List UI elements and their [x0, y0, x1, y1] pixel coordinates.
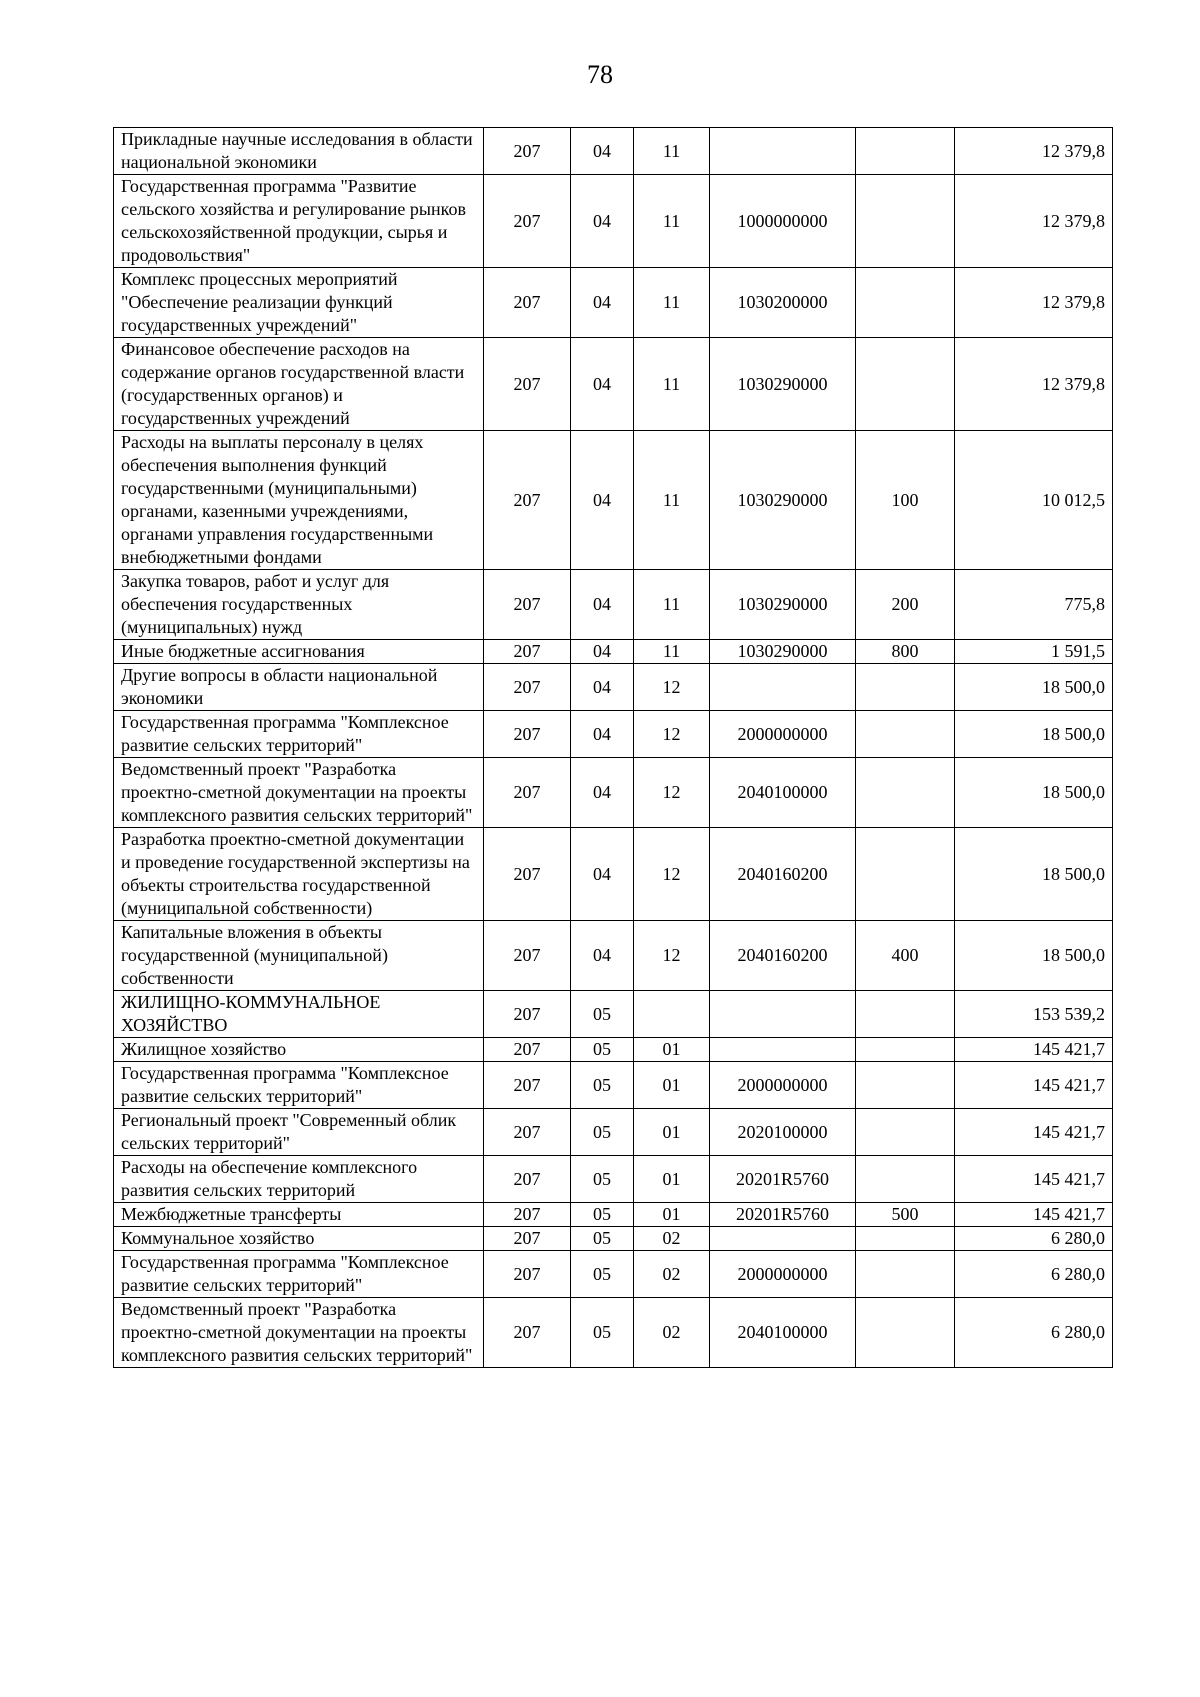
table-row — [114, 828, 1113, 921]
ministry-code-cell: 207 — [484, 338, 571, 431]
subsection-code-cell: 12 — [634, 664, 710, 711]
target-code-cell: 2000000000 — [710, 1251, 856, 1298]
expense-type-cell: 100 — [856, 431, 955, 570]
row-name-cell: Государственная программа "Развитие сельского хозяйства и регулирование рынков сельскохозяйственной продукции, сырья и продовольствия" — [114, 175, 484, 268]
subsection-code-cell: 02 — [634, 1227, 710, 1251]
row-name-cell: Финансовое обеспечение расходов на содержание органов государственной власти (государственных органов) и государственных учреждений — [114, 338, 484, 431]
row-name-cell: Расходы на обеспечение комплексного развития сельских территорий — [114, 1156, 484, 1203]
table-row — [114, 711, 1113, 758]
target-code-cell: 1030290000 — [710, 640, 856, 664]
target-code-cell: 2000000000 — [710, 1062, 856, 1109]
expense-type-cell: 800 — [856, 640, 955, 664]
subsection-code-cell: 11 — [634, 570, 710, 640]
ministry-code-cell: 207 — [484, 991, 571, 1038]
target-code-cell: 1000000000 — [710, 175, 856, 268]
section-code-cell: 04 — [571, 431, 634, 570]
table-row — [114, 921, 1113, 991]
row-name-cell: Ведомственный проект "Разработка проектно-сметной документации на проекты комплексного развития сельских территорий" — [114, 758, 484, 828]
table-row — [114, 1298, 1113, 1368]
amount-cell: 12 379,8 — [955, 128, 1113, 175]
expense-type-cell: 500 — [856, 1203, 955, 1227]
expense-type-cell — [856, 1038, 955, 1062]
expense-type-cell — [856, 338, 955, 431]
ministry-code-cell: 207 — [484, 711, 571, 758]
table-row — [114, 1038, 1113, 1062]
table-row — [114, 338, 1113, 431]
table-body — [114, 128, 1113, 1368]
amount-cell: 1 591,5 — [955, 640, 1113, 664]
section-code-cell: 05 — [571, 1227, 634, 1251]
ministry-code-cell: 207 — [484, 1227, 571, 1251]
subsection-code-cell: 02 — [634, 1298, 710, 1368]
page-number: 78 — [587, 60, 613, 89]
section-code-cell: 04 — [571, 711, 634, 758]
subsection-code-cell: 12 — [634, 921, 710, 991]
amount-cell: 12 379,8 — [955, 268, 1113, 338]
subsection-code-cell: 01 — [634, 1062, 710, 1109]
subsection-code-cell: 11 — [634, 268, 710, 338]
amount-cell: 10 012,5 — [955, 431, 1113, 570]
subsection-code-cell: 01 — [634, 1203, 710, 1227]
subsection-code-cell: 12 — [634, 711, 710, 758]
subsection-code-cell: 02 — [634, 1251, 710, 1298]
subsection-code-cell: 01 — [634, 1156, 710, 1203]
table-row — [114, 758, 1113, 828]
row-name-cell: Государственная программа "Комплексное развитие сельских территорий" — [114, 1062, 484, 1109]
table-row — [114, 175, 1113, 268]
target-code-cell: 20201R5760 — [710, 1203, 856, 1227]
ministry-code-cell: 207 — [484, 128, 571, 175]
expense-type-cell — [856, 1298, 955, 1368]
table-row — [114, 1156, 1113, 1203]
row-name-cell: Коммунальное хозяйство — [114, 1227, 484, 1251]
row-name-cell: Другие вопросы в области национальной экономики — [114, 664, 484, 711]
table-row — [114, 570, 1113, 640]
section-code-cell: 04 — [571, 758, 634, 828]
amount-cell: 145 421,7 — [955, 1203, 1113, 1227]
section-code-cell: 05 — [571, 1109, 634, 1156]
table-row — [114, 640, 1113, 664]
ministry-code-cell: 207 — [484, 664, 571, 711]
subsection-code-cell: 11 — [634, 128, 710, 175]
section-code-cell: 05 — [571, 1251, 634, 1298]
ministry-code-cell: 207 — [484, 268, 571, 338]
section-code-cell: 05 — [571, 1298, 634, 1368]
section-code-cell: 04 — [571, 570, 634, 640]
row-name-cell: Прикладные научные исследования в области национальной экономики — [114, 128, 484, 175]
row-name-cell: Жилищное хозяйство — [114, 1038, 484, 1062]
amount-cell: 145 421,7 — [955, 1062, 1113, 1109]
ministry-code-cell: 207 — [484, 921, 571, 991]
row-name-cell: Государственная программа "Комплексное развитие сельских территорий" — [114, 711, 484, 758]
row-name-cell: Межбюджетные трансферты — [114, 1203, 484, 1227]
row-name-cell: Расходы на выплаты персоналу в целях обеспечения выполнения функций государственными (муниципальными) органами, казенными учреждениями, органами управления государственными внебюджетными фондами — [114, 431, 484, 570]
subsection-code-cell: 11 — [634, 338, 710, 431]
expense-type-cell: 400 — [856, 921, 955, 991]
subsection-code-cell: 12 — [634, 828, 710, 921]
section-code-cell: 04 — [571, 828, 634, 921]
target-code-cell: 20201R5760 — [710, 1156, 856, 1203]
subsection-code-cell — [634, 991, 710, 1038]
ministry-code-cell: 207 — [484, 1062, 571, 1109]
table-row — [114, 1227, 1113, 1251]
amount-cell: 12 379,8 — [955, 175, 1113, 268]
expense-type-cell — [856, 758, 955, 828]
amount-cell: 6 280,0 — [955, 1227, 1113, 1251]
target-code-cell: 1030200000 — [710, 268, 856, 338]
amount-cell: 18 500,0 — [955, 711, 1113, 758]
ministry-code-cell: 207 — [484, 175, 571, 268]
target-code-cell: 1030290000 — [710, 338, 856, 431]
expense-type-cell — [856, 664, 955, 711]
section-code-cell: 05 — [571, 1062, 634, 1109]
ministry-code-cell: 207 — [484, 431, 571, 570]
ministry-code-cell: 207 — [484, 640, 571, 664]
target-code-cell — [710, 1227, 856, 1251]
ministry-code-cell: 207 — [484, 758, 571, 828]
subsection-code-cell: 11 — [634, 175, 710, 268]
expense-type-cell — [856, 268, 955, 338]
ministry-code-cell: 207 — [484, 1156, 571, 1203]
table-row — [114, 1109, 1113, 1156]
target-code-cell: 2040100000 — [710, 758, 856, 828]
section-code-cell: 04 — [571, 128, 634, 175]
section-code-cell: 05 — [571, 1203, 634, 1227]
section-code-cell: 04 — [571, 175, 634, 268]
section-code-cell: 04 — [571, 921, 634, 991]
expense-type-cell — [856, 991, 955, 1038]
target-code-cell: 2040100000 — [710, 1298, 856, 1368]
row-name-cell: Комплекс процессных мероприятий "Обеспечение реализации функций государственных учреждений" — [114, 268, 484, 338]
target-code-cell: 2000000000 — [710, 711, 856, 758]
subsection-code-cell: 01 — [634, 1109, 710, 1156]
section-code-cell: 05 — [571, 1156, 634, 1203]
ministry-code-cell: 207 — [484, 570, 571, 640]
row-name-cell: Ведомственный проект "Разработка проектно-сметной документации на проекты комплексного развития сельских территорий" — [114, 1298, 484, 1368]
expense-type-cell — [856, 711, 955, 758]
row-name-cell: Государственная программа "Комплексное развитие сельских территорий" — [114, 1251, 484, 1298]
amount-cell: 145 421,7 — [955, 1109, 1113, 1156]
ministry-code-cell: 207 — [484, 828, 571, 921]
row-name-cell: Закупка товаров, работ и услуг для обеспечения государственных (муниципальных) нужд — [114, 570, 484, 640]
row-name-cell: Разработка проектно-сметной документации и проведение государственной экспертизы на объекты строительства государственной (муниципальной собственности) — [114, 828, 484, 921]
amount-cell: 145 421,7 — [955, 1156, 1113, 1203]
table-row — [114, 664, 1113, 711]
amount-cell: 18 500,0 — [955, 828, 1113, 921]
amount-cell: 18 500,0 — [955, 921, 1113, 991]
amount-cell: 18 500,0 — [955, 664, 1113, 711]
ministry-code-cell: 207 — [484, 1109, 571, 1156]
table-row — [114, 1203, 1113, 1227]
ministry-code-cell: 207 — [484, 1038, 571, 1062]
amount-cell: 18 500,0 — [955, 758, 1113, 828]
expense-type-cell: 200 — [856, 570, 955, 640]
ministry-code-cell: 207 — [484, 1298, 571, 1368]
target-code-cell — [710, 991, 856, 1038]
expense-type-cell — [856, 175, 955, 268]
table-row — [114, 1251, 1113, 1298]
expense-type-cell — [856, 1156, 955, 1203]
target-code-cell: 1030290000 — [710, 570, 856, 640]
target-code-cell: 2020100000 — [710, 1109, 856, 1156]
target-code-cell: 1030290000 — [710, 431, 856, 570]
row-name-cell: Иные бюджетные ассигнования — [114, 640, 484, 664]
expense-type-cell — [856, 1251, 955, 1298]
amount-cell: 775,8 — [955, 570, 1113, 640]
table-row — [114, 431, 1113, 570]
target-code-cell — [710, 664, 856, 711]
amount-cell: 6 280,0 — [955, 1251, 1113, 1298]
expense-type-cell — [856, 128, 955, 175]
target-code-cell: 2040160200 — [710, 828, 856, 921]
expense-type-cell — [856, 1062, 955, 1109]
row-name-cell: Капитальные вложения в объекты государственной (муниципальной) собственности — [114, 921, 484, 991]
table-row — [114, 268, 1113, 338]
section-code-cell: 04 — [571, 338, 634, 431]
section-code-cell: 05 — [571, 1038, 634, 1062]
target-code-cell: 2040160200 — [710, 921, 856, 991]
expense-type-cell — [856, 1109, 955, 1156]
section-code-cell: 04 — [571, 640, 634, 664]
ministry-code-cell: 207 — [484, 1203, 571, 1227]
target-code-cell — [710, 1038, 856, 1062]
ministry-code-cell: 207 — [484, 1251, 571, 1298]
budget-table — [113, 127, 1113, 1368]
section-code-cell: 05 — [571, 991, 634, 1038]
table-row — [114, 991, 1113, 1038]
subsection-code-cell: 12 — [634, 758, 710, 828]
target-code-cell — [710, 128, 856, 175]
table-row — [114, 128, 1113, 175]
subsection-code-cell: 01 — [634, 1038, 710, 1062]
section-code-cell: 04 — [571, 664, 634, 711]
section-code-cell: 04 — [571, 268, 634, 338]
table-row — [114, 1062, 1113, 1109]
amount-cell: 153 539,2 — [955, 991, 1113, 1038]
amount-cell: 6 280,0 — [955, 1298, 1113, 1368]
row-name-cell: ЖИЛИЩНО-КОММУНАЛЬНОЕ ХОЗЯЙСТВО — [114, 991, 484, 1038]
amount-cell: 12 379,8 — [955, 338, 1113, 431]
expense-type-cell — [856, 1227, 955, 1251]
amount-cell: 145 421,7 — [955, 1038, 1113, 1062]
expense-type-cell — [856, 828, 955, 921]
subsection-code-cell: 11 — [634, 431, 710, 570]
row-name-cell: Региональный проект "Современный облик сельских территорий" — [114, 1109, 484, 1156]
subsection-code-cell: 11 — [634, 640, 710, 664]
